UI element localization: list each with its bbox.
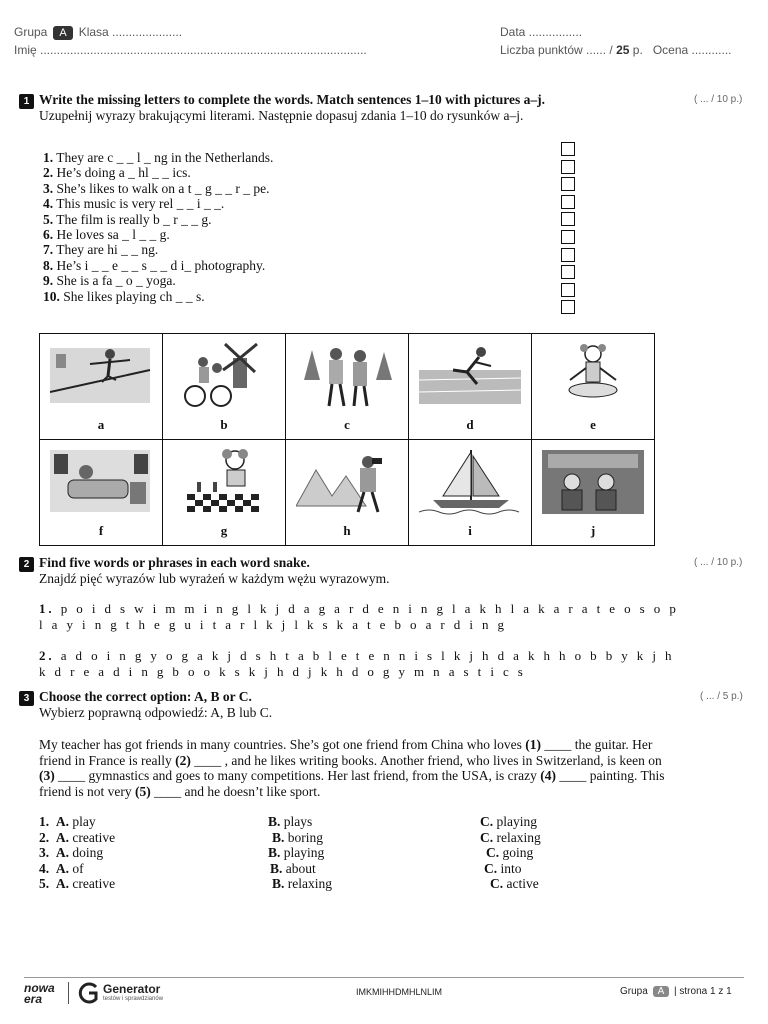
exercise-1-points: ( ... / 10 p.) — [694, 94, 743, 105]
word-snake-1-letters: p o i d s w i m m i n g l k j d a g a r d e n i n g l a k h l a k a r a t e o s o p l a y i n g t h e g u i t a r l k j l k s k a t e b o a r d i n g — [39, 601, 679, 632]
paragraph-text: ____ and he doesn’t like sport. — [150, 783, 321, 799]
exercise-1-subtitle: Uzupełnij wyrazy brakującymi literami. Następnie dopasuj zdania 1–10 do rysunków a–j. — [39, 108, 524, 123]
exercise-3-paragraph — [39, 737, 679, 799]
option-a[interactable]: 2. A. creative — [39, 829, 116, 845]
gap-number: (5) — [134, 783, 151, 799]
exercise-2-title: Find five words or phrases in each word snake. — [39, 555, 310, 570]
picture-c — [286, 334, 409, 440]
picture-f — [40, 440, 163, 546]
sentence-item: 2. He’s doing a _ hl _ _ ics. — [43, 165, 191, 181]
answer-box[interactable] — [561, 177, 575, 191]
grade-field: Ocena ............ — [652, 43, 732, 57]
word-snake-1: 1. p o i d s w i m m i n g l k j d a g a r d e n i n g l a k h l a k a r a t e o s o p l a y i n g t h e g u i t a r l k j l k s k a t e b o a r d i n g — [39, 601, 679, 632]
tightrope-walker-illustration — [50, 340, 152, 410]
answer-box[interactable] — [561, 195, 575, 209]
picture-label: d — [466, 417, 474, 432]
exercise-3-title: Choose the correct option: A, B or C. — [39, 689, 252, 704]
picture-label: h — [343, 523, 351, 538]
hiking-illustration — [296, 340, 398, 410]
exercise-3-subtitle: Wybierz poprawną odpowiedź: A, B lub C. — [39, 705, 273, 720]
class-field: Klasa ..................... — [78, 25, 183, 39]
logo-divider — [68, 982, 69, 1004]
paragraph-text: ____ the guitar. Her friend in France is really — [39, 737, 653, 768]
sentence-item: 1. They are c _ _ l _ ng in the Netherlands. — [43, 150, 274, 165]
paragraph-text: ____ , and he likes writing books. Another friend, who lives in Switzerland, is keen on — [190, 752, 662, 768]
nowa-era-logo: nowa era — [24, 981, 55, 1006]
gap-number: (2) — [175, 752, 191, 768]
footer-page-info: Grupa A | strona 1 z 1 — [620, 986, 732, 997]
footer-divider — [24, 977, 744, 978]
document-code: IMKMIHHDMHLNLIM — [356, 987, 443, 997]
sentence-item: 6. He loves sa _ l _ _ g. — [43, 227, 170, 242]
picture-e — [532, 334, 655, 440]
exercise-2-number: 2 — [19, 557, 34, 572]
generator-logo-title: Generator — [103, 982, 161, 996]
answer-box[interactable] — [561, 230, 575, 244]
picture-label: i — [468, 523, 472, 538]
chess-illustration — [173, 446, 275, 516]
pictures-grid — [39, 333, 655, 546]
option-a[interactable]: 5. A. creative — [39, 876, 116, 892]
option-a[interactable]: 3. A. doing — [39, 845, 104, 861]
answer-box[interactable] — [561, 212, 575, 226]
sentence-item: 10. She likes playing ch _ _ s. — [43, 288, 205, 304]
paragraph-text: ____ painting. This friend is not very — [39, 768, 665, 799]
option-a[interactable]: 1. A. play — [39, 814, 96, 829]
picture-b — [163, 334, 286, 440]
picture-h — [286, 440, 409, 546]
sentence-item: 7. They are hi _ _ ng. — [43, 242, 159, 258]
option-c[interactable]: C. active — [490, 876, 539, 892]
option-c[interactable]: C. playing — [480, 814, 537, 829]
answer-box[interactable] — [561, 160, 575, 174]
cinema-illustration — [542, 446, 644, 516]
group-badge: A — [53, 26, 72, 40]
exercise-2-points: ( ... / 10 p.) — [694, 557, 743, 568]
word-snake-2: 2. a d o i n g y o g a k j d s h t a b l e t e n n i s l k j h d a k h h o b b y k j h k d r e a d i n g b o o k s k j h d j k h d o g y m n a s t i c s — [39, 648, 675, 679]
option-b[interactable]: B. about — [270, 860, 316, 876]
option-b[interactable]: B. boring — [272, 829, 324, 845]
date-field: Data ................ — [500, 25, 583, 39]
sentence-item: 4. This music is very rel _ _ i _ _. — [43, 196, 225, 212]
generator-logo-icon — [77, 981, 99, 1005]
option-b[interactable]: B. relaxing — [272, 876, 332, 892]
option-b[interactable]: B. playing — [268, 845, 325, 861]
option-b[interactable]: B. plays — [268, 814, 313, 829]
picture-label: b — [220, 417, 228, 432]
cycling-windmill-illustration — [173, 340, 275, 410]
sailing-illustration — [419, 446, 521, 516]
picture-i — [409, 440, 532, 546]
picture-d — [409, 334, 532, 440]
answer-box[interactable] — [561, 265, 575, 279]
picture-j — [532, 440, 655, 546]
relaxing-music-illustration — [50, 446, 152, 516]
option-a[interactable]: 4. A. of — [39, 860, 84, 876]
athletics-illustration — [419, 340, 521, 410]
word-snake-2-letters: a d o i n g y o g a k j d s h t a b l e t e n n i s l k j h d a k h h o b b y k j h k d r e a d i n g b o o k s k j h d j k h d o g y m n a s t i c s — [39, 648, 675, 679]
option-c[interactable]: C. relaxing — [480, 829, 541, 845]
gap-number: (4) — [540, 768, 557, 783]
gap-number: (3) — [39, 768, 55, 783]
picture-g — [163, 440, 286, 546]
points-field: Liczba punktów ...... / 25 p. Ocena ............ — [500, 43, 732, 57]
paragraph-text: My teacher has got friends in many countries. She’s got one friend from China who loves — [39, 737, 526, 752]
exercise-3-number: 3 — [19, 691, 34, 706]
picture-label: f — [98, 523, 104, 538]
option-c[interactable]: C. going — [486, 845, 534, 861]
answer-box[interactable] — [561, 142, 575, 156]
footer-group-badge: A — [653, 986, 670, 997]
answer-box[interactable] — [561, 300, 575, 314]
paragraph-text: ____ gymnastics and goes to many competitions. Her last friend, from the USA, is crazy — [54, 768, 541, 783]
sentence-item: 3. She’s likes to walk on a t _ g _ _ r _ pe. — [43, 180, 270, 196]
exercise-1-number: 1 — [19, 94, 34, 109]
picture-label: c — [344, 417, 350, 432]
option-c[interactable]: C. into — [484, 860, 522, 876]
exercise-2-subtitle: Znajdź pięć wyrazów lub wyrażeń w każdym wężu wyrazowym. — [39, 571, 390, 586]
generator-logo-subtitle: testów i sprawdzianów — [103, 996, 164, 1002]
picture-label: g — [220, 523, 228, 538]
answer-box[interactable] — [561, 248, 575, 262]
picture-label: j — [590, 523, 596, 538]
photography-illustration — [296, 446, 398, 516]
sentence-item: 9. She is a fa _ o _ yoga. — [43, 273, 176, 289]
picture-a — [40, 334, 163, 440]
name-field: Imię .................................................................................................. — [14, 43, 367, 57]
sentence-item: 8. He’s i _ _ e _ _ s _ _ d i_ photography. — [43, 257, 266, 273]
picture-label: a — [97, 417, 105, 432]
picture-label: e — [590, 417, 596, 432]
gap-number: (1) — [525, 737, 542, 752]
answer-box[interactable] — [561, 283, 575, 297]
sentence-item: 5. The film is really b _ r _ _ g. — [43, 211, 212, 227]
exercise-1-title: Write the missing letters to complete the words. Match sentences 1–10 with pictures a–j. — [39, 92, 546, 107]
exercise-3-points: ( ... / 5 p.) — [700, 691, 743, 702]
group-field: Grupa A Klasa ..................... — [14, 25, 183, 39]
yoga-illustration — [542, 340, 644, 410]
